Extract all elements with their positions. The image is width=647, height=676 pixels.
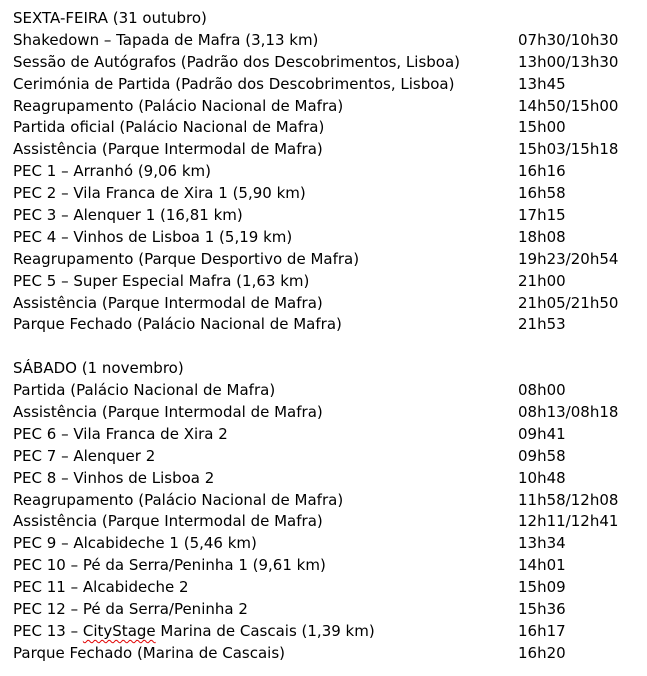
event-time: 11h58/12h08	[518, 490, 619, 509]
event-time: 07h30/10h30	[518, 30, 619, 49]
event-time: 16h17	[518, 621, 566, 640]
schedule-row	[13, 424, 639, 446]
event-label: Shakedown – Tapada de Mafra (3,13 km)	[13, 30, 319, 49]
event-label: Assistência (Parque Intermodal de Mafra)	[13, 293, 323, 312]
event-label: Parque Fechado (Palácio Nacional de Mafra)	[13, 315, 342, 334]
schedule-row	[13, 183, 639, 205]
event-time: 13h34	[518, 534, 566, 553]
section-title: SEXTA-FEIRA (31 outubro)	[13, 9, 207, 27]
schedule-row	[13, 52, 639, 74]
event-label: PEC 6 – Vila Franca de Xira 2	[13, 424, 228, 443]
schedule-row	[13, 380, 639, 402]
event-label: Reagrupamento (Parque Desportivo de Mafra)	[13, 249, 360, 268]
schedule-row	[13, 205, 639, 227]
schedule-row	[13, 96, 639, 118]
event-time: 08h00	[518, 381, 566, 400]
event-time: 15h09	[518, 578, 566, 597]
schedule-row	[13, 227, 639, 249]
event-label: Partida (Palácio Nacional de Mafra)	[13, 381, 276, 400]
event-time: 17h15	[518, 206, 566, 225]
event-time: 13h45	[518, 74, 566, 93]
event-label: Partida oficial (Palácio Nacional de Mafra)	[13, 118, 325, 137]
schedule-row	[13, 490, 639, 512]
event-label: Assistência (Parque Intermodal de Mafra)	[13, 512, 323, 531]
schedule-row	[13, 402, 639, 424]
event-time: 15h00	[518, 118, 566, 137]
event-time: 10h48	[518, 468, 566, 487]
event-label: Parque Fechado (Marina de Cascais)	[13, 643, 285, 662]
event-time: 15h36	[518, 600, 566, 619]
event-label: PEC 3 – Alenquer 1 (16,81 km)	[13, 206, 243, 225]
schedule-row	[13, 117, 639, 139]
event-label: PEC 7 – Alenquer 2	[13, 446, 156, 465]
event-time: 14h01	[518, 556, 566, 575]
schedule-row	[13, 314, 639, 336]
schedule-row	[13, 555, 639, 577]
event-time: 08h13/08h18	[518, 403, 619, 422]
event-label: Cerimónia de Partida (Padrão dos Descobrimentos, Lisboa)	[13, 74, 455, 93]
event-label: PEC 13 – CityStage Marina de Cascais (1,39 km)	[13, 621, 375, 640]
event-time: 09h41	[518, 424, 566, 443]
schedule-row	[13, 161, 639, 183]
event-time: 12h11/12h41	[518, 512, 619, 531]
event-label: Assistência (Parque Intermodal de Mafra)	[13, 403, 323, 422]
event-time: 21h05/21h50	[518, 293, 619, 312]
schedule-row	[13, 30, 639, 52]
event-time: 09h58	[518, 446, 566, 465]
schedule-row	[13, 139, 639, 161]
schedule-row	[13, 621, 639, 643]
schedule-section	[13, 8, 639, 336]
schedule-row	[13, 599, 639, 621]
schedule-row	[13, 293, 639, 315]
event-time: 18h08	[518, 227, 566, 246]
event-time: 16h20	[518, 643, 566, 662]
event-time: 21h53	[518, 315, 566, 334]
section-heading-row	[13, 8, 639, 30]
event-label: PEC 8 – Vinhos de Lisboa 2	[13, 468, 215, 487]
section-title: SÁBADO (1 novembro)	[13, 359, 184, 378]
schedule-row	[13, 74, 639, 96]
schedule-row	[13, 446, 639, 468]
event-label: Reagrupamento (Palácio Nacional de Mafra)	[13, 490, 344, 509]
event-time: 15h03/15h18	[518, 140, 619, 159]
event-label: PEC 4 – Vinhos de Lisboa 1 (5,19 km)	[13, 227, 293, 246]
schedule-row	[13, 577, 639, 599]
event-time: 13h00/13h30	[518, 52, 619, 71]
schedule-row	[13, 511, 639, 533]
event-label: Sessão de Autógrafos (Padrão dos Descobrimentos, Lisboa)	[13, 52, 461, 71]
schedule-row	[13, 271, 639, 293]
section-heading-row	[13, 358, 639, 380]
event-label: PEC 1 – Arranhó (9,06 km)	[13, 162, 211, 181]
schedule-row	[13, 249, 639, 271]
event-time: 19h23/20h54	[518, 249, 619, 268]
event-label: PEC 2 – Vila Franca de Xira 1 (5,90 km)	[13, 184, 306, 203]
event-time: 21h00	[518, 271, 566, 290]
event-label: PEC 9 – Alcabideche 1 (5,46 km)	[13, 534, 257, 553]
rally-schedule	[13, 8, 639, 665]
event-label: Assistência (Parque Intermodal de Mafra)	[13, 140, 323, 159]
event-time: 14h50/15h00	[518, 96, 619, 115]
event-label: PEC 5 – Super Especial Mafra (1,63 km)	[13, 271, 310, 290]
schedule-row	[13, 643, 639, 665]
event-label: PEC 12 – Pé da Serra/Peninha 2	[13, 600, 248, 619]
schedule-section	[13, 358, 639, 664]
event-label: Reagrupamento (Palácio Nacional de Mafra)	[13, 96, 344, 115]
event-label: PEC 10 – Pé da Serra/Peninha 1 (9,61 km)	[13, 556, 326, 575]
event-time: 16h58	[518, 184, 566, 203]
schedule-row	[13, 468, 639, 490]
event-time: 16h16	[518, 162, 566, 181]
misspelled-word: CityStage	[82, 621, 156, 640]
schedule-row	[13, 533, 639, 555]
event-label: PEC 11 – Alcabideche 2	[13, 578, 189, 597]
